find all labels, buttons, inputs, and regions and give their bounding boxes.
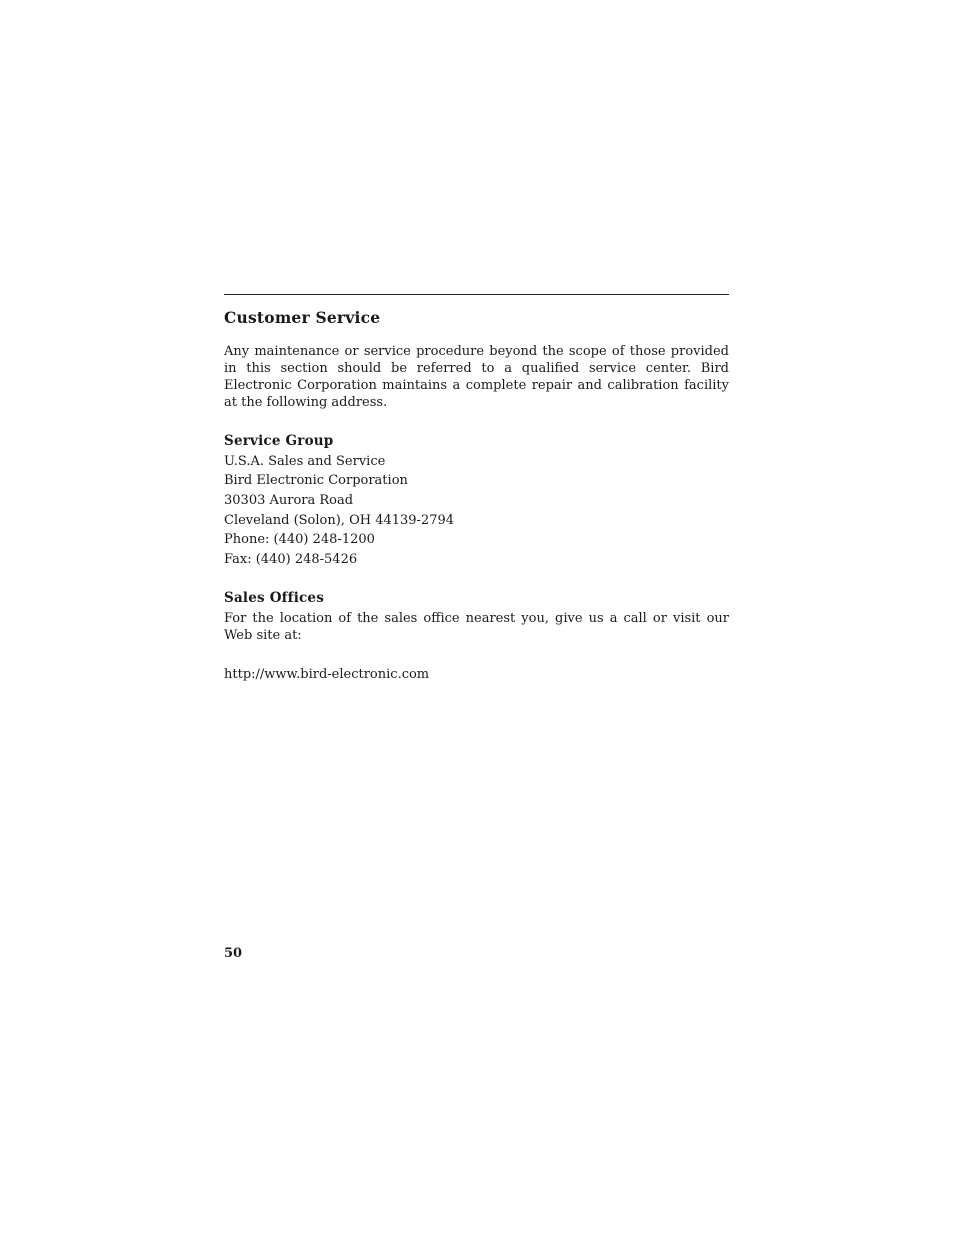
address-line-sales-service: U.S.A. Sales and Service [224,454,386,469]
website-link[interactable]: http://www.bird-electronic.com [224,667,430,682]
section-divider [224,294,729,295]
sales-offices-paragraph: For the location of the sales office nearest you, give us a call or visit our Web site at: [224,611,729,643]
address-line-street: 30303 Aurora Road [224,493,354,508]
customer-service-heading: Customer Service [224,308,381,327]
service-group-heading: Service Group [224,433,334,449]
sales-offices-heading: Sales Offices [224,590,325,606]
address-line-fax: Fax: (440) 248-5426 [224,552,358,567]
address-line-phone: Phone: (440) 248-1200 [224,532,375,547]
address-line-company: Bird Electronic Corporation [224,473,408,488]
customer-service-paragraph: Any maintenance or service procedure beyond the scope of those provided in this section should be referred to a qualified service center. Bird Electronic Corporation maintains a complete repair and calibration facility at the following address. [224,344,729,410]
page-number: 50 [224,946,243,961]
address-line-city: Cleveland (Solon), OH 44139-2794 [224,513,455,528]
